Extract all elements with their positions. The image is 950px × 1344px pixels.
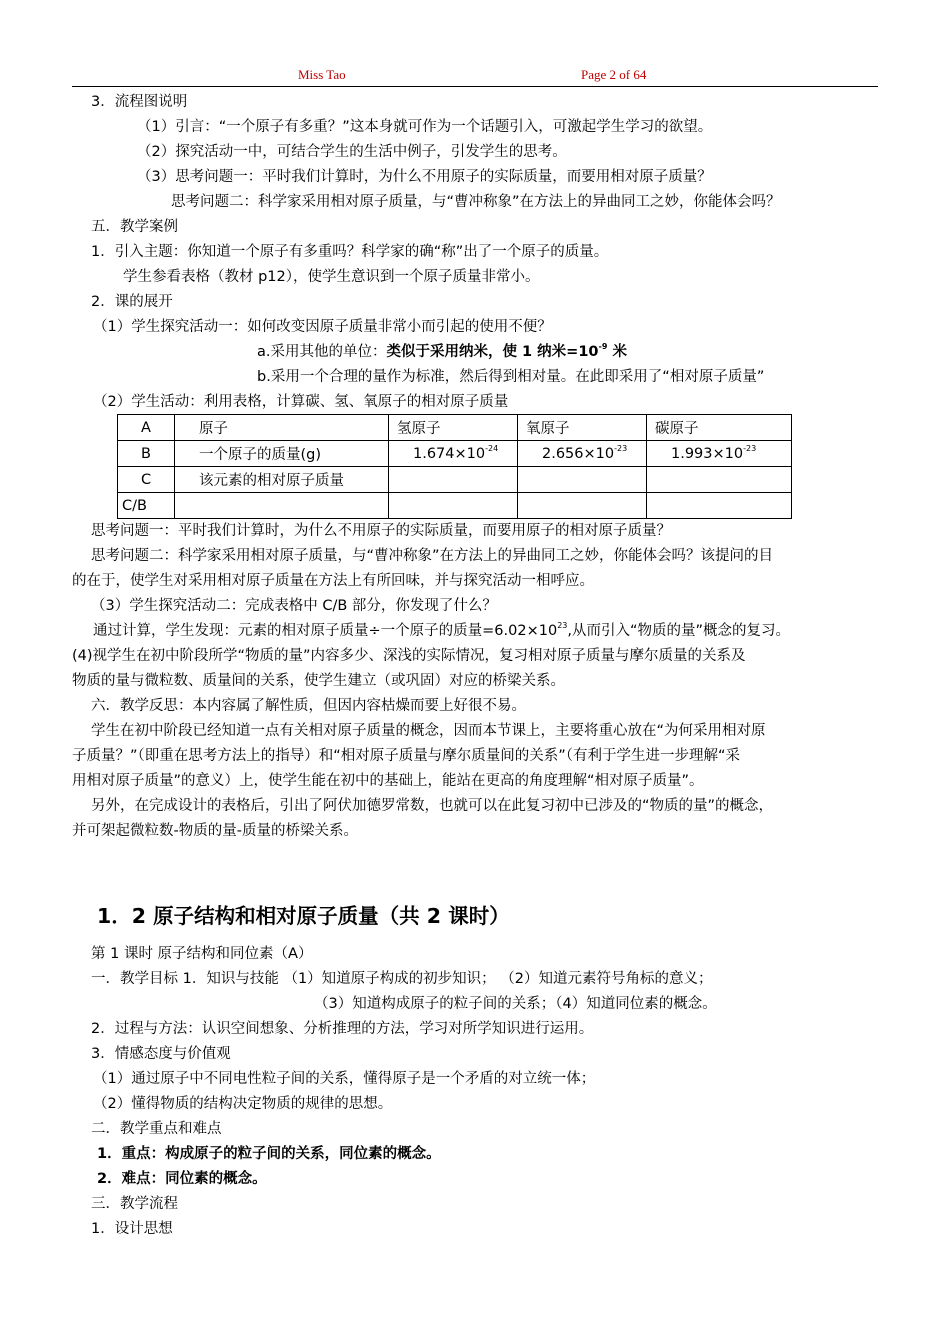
exponent: -24: [485, 443, 499, 453]
text-line: （2）懂得物质的结构决定物质的规律的思想。: [93, 1096, 393, 1112]
text-line: （1）引言：“一个原子有多重？”这本身就可作为一个话题引入，可激起学生学习的欲望。: [137, 119, 713, 135]
text-line: 3．情感态度与价值观: [91, 1046, 231, 1062]
table-cell: 氧原子: [518, 415, 647, 441]
text-line: （2）学生活动：利用表格，计算碳、氢、氧原子的相对原子质量: [93, 394, 509, 410]
table-cell: 一个原子的质量(g): [175, 441, 389, 467]
text-line: 并可架起微粒数-物质的量-质量的桥梁关系。: [72, 823, 358, 839]
table-cell: C: [118, 467, 175, 493]
option-a-unit: 米: [607, 344, 627, 360]
table-cell: [389, 493, 518, 519]
exponent: -23: [743, 443, 757, 453]
lesson-title: 第 1 课时 原子结构和同位素（A）: [91, 946, 313, 962]
text-line: （2）探究活动一中，可结合学生的生活中例子，引发学生的思考。: [137, 144, 567, 160]
formula-text-end: ,从而引入“物质的量”概念的复习。: [567, 623, 791, 639]
text-line: b.采用一个合理的量作为标准，然后得到相对量。在此即采用了“相对原子质量”: [257, 369, 765, 385]
table-cell: [518, 493, 647, 519]
mass-value: 2.656×10: [542, 445, 615, 462]
table-cell: 该元素的相对原子质量: [175, 467, 389, 493]
section-heading: 二．教学重点和难点: [91, 1121, 222, 1137]
text-line: 用相对原子质量”的意义）上，使学生能在初中的基础上，能站在更高的角度理解“相对原子质量”。: [72, 773, 704, 789]
section-heading: 三．教学流程: [91, 1196, 178, 1212]
text-line: 思考问题一：平时我们计算时，为什么不用原子的实际质量，而要用原子的相对原子质量？: [91, 523, 671, 539]
table-row: [118, 441, 792, 467]
header-page-number: Page 2 of 64: [581, 67, 647, 82]
option-a-bold: 类似于采用纳米，使 1 纳米=10: [386, 344, 599, 360]
text-line: [257, 342, 627, 362]
text-line: 学生参看表格（教材 p12），使学生意识到一个原子质量非常小。: [123, 269, 540, 285]
text-line: 学生在初中阶段已经知道一点有关相对原子质量的概念，因而本节课上，主要将重心放在“为何采用相对原: [91, 723, 766, 739]
table-cell: 碳原子: [647, 415, 792, 441]
text-line: 的在于，使学生对采用相对原子质量在方法上有所回味，并与探究活动一相呼应。: [72, 573, 594, 589]
table-cell: C/B: [118, 493, 175, 519]
table-cell: [175, 493, 389, 519]
mass-value: 1.993×10: [671, 445, 744, 462]
text-line: 2．课的展开: [91, 294, 173, 310]
table-cell: [647, 467, 792, 493]
difficult-point: 2．难点：同位素的概念。: [97, 1171, 267, 1187]
formula-text: 通过计算，学生发现：元素的相对原子质量÷一个原子的质量=6.02×10: [93, 623, 558, 639]
text-line: 另外，在完成设计的表格后，引出了阿伏加德罗常数，也就可以在此复习初中已涉及的“物质的量”的概念，: [91, 798, 774, 814]
text-line: 思考问题二：科学家采用相对原子质量，与“曹冲称象”在方法上的异曲同工之妙，你能体会吗？该提问的目: [91, 548, 774, 564]
text-line: 1．设计思想: [91, 1221, 173, 1237]
exponent: -23: [614, 443, 628, 453]
text-line: 物质的量与微粒数、质量间的关系，使学生建立（或巩固）对应的桥梁关系。: [72, 673, 565, 689]
table-cell: [647, 493, 792, 519]
text-line: (4)视学生在初中阶段所学“物质的量”内容多少、深浅的实际情况，复习相对原子质量与摩尔质量的关系及: [72, 648, 746, 664]
table-cell: B: [118, 441, 175, 467]
header-author: Miss Tao: [298, 67, 346, 82]
exponent: -9: [598, 342, 608, 352]
text-line: [93, 621, 790, 641]
exponent: 23: [557, 621, 568, 631]
text-line: 子质量？”（即重在思考方法上的指导）和“相对原子质量与摩尔质量间的关系”（有利于学生进一步理解“采: [72, 748, 741, 764]
section-flowchart-note: 3．流程图说明: [91, 94, 188, 110]
table-cell: [647, 441, 792, 467]
mass-value: 1.674×10: [413, 445, 486, 462]
table-row: [118, 415, 792, 441]
text-line: 思考问题二：科学家采用相对原子质量，与“曹冲称象”在方法上的异曲同工之妙，你能体会吗？: [171, 194, 781, 210]
text-line: 1．引入主题：你知道一个原子有多重吗？科学家的确“称”出了一个原子的质量。: [91, 244, 609, 260]
table-cell: A: [118, 415, 175, 441]
atomic-mass-table: [117, 414, 792, 519]
table-cell: [518, 467, 647, 493]
table-row: [118, 467, 792, 493]
section-heading: 六．教学反思：本内容属了解性质，但因内容枯燥而要上好很不易。: [91, 698, 526, 714]
section-heading: 五．教学案例: [91, 219, 178, 235]
text-line: （3）学生探究活动二：完成表格中 C/B 部分，你发现了什么？: [91, 598, 497, 614]
table-cell: 原子: [175, 415, 389, 441]
text-line: （1）学生探究活动一：如何改变因原子质量非常小而引起的使用不便？: [93, 319, 552, 335]
page-header: [72, 66, 878, 87]
text-line: 2．过程与方法：认识空间想象、分析推理的方法，学习对所学知识进行运用。: [91, 1021, 594, 1037]
key-point: 1．重点：构成原子的粒子间的关系，同位素的概念。: [97, 1146, 441, 1162]
text-line: （3）思考问题一：平时我们计算时，为什么不用原子的实际质量，而要用相对原子质量？: [137, 169, 712, 185]
text-line: 一．教学目标 1．知识与技能 （1）知道原子构成的初步知识； （2）知道元素符号角标的意义；: [91, 971, 713, 987]
table-cell: [389, 441, 518, 467]
text-line: （1）通过原子中不同电性粒子间的关系，懂得原子是一个矛盾的对立统一体；: [93, 1071, 596, 1087]
option-a-label: a.采用其他的单位：: [257, 344, 387, 360]
table-cell: [389, 467, 518, 493]
text-line: （3）知道构成原子的粒子间的关系；（4）知道同位素的概念。: [314, 996, 717, 1012]
chapter-heading: 1．2 原子结构和相对原子质量（共 2 课时）: [97, 904, 510, 928]
table-row: [118, 493, 792, 519]
table-cell: [518, 441, 647, 467]
table-cell: 氢原子: [389, 415, 518, 441]
